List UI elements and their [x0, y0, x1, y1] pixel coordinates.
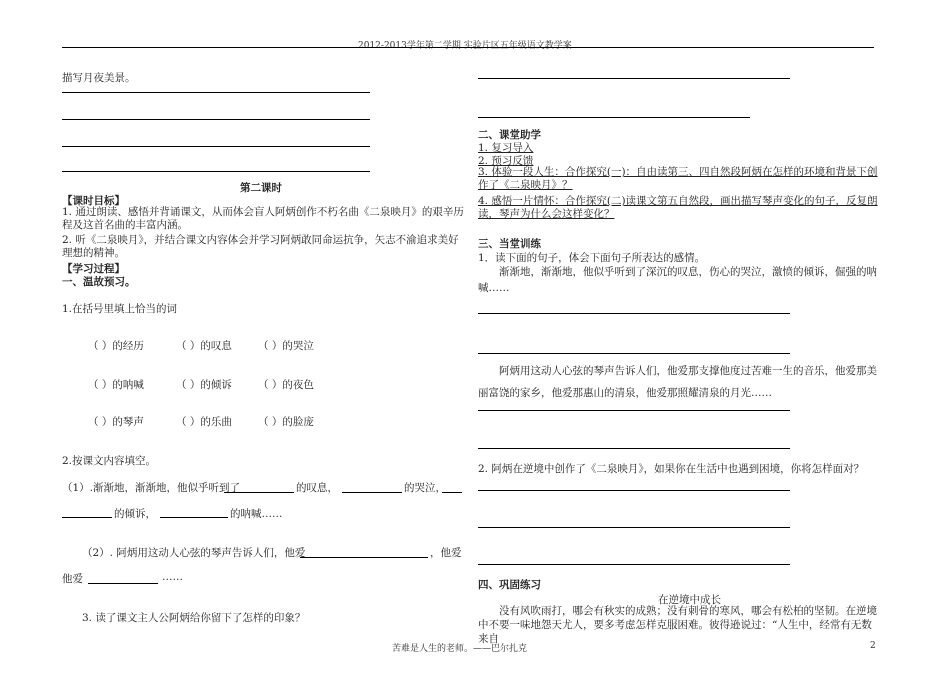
fill-blank: [300, 557, 428, 558]
answer-line: [478, 490, 790, 491]
essay-title: 在逆境中成长: [658, 594, 721, 606]
blank-phrase: （ ）的琴声: [88, 416, 144, 428]
section-3-heading: 三、当堂训练: [478, 238, 541, 250]
q2-1-text: 的倾诉，: [114, 508, 156, 520]
answer-line: [62, 171, 370, 172]
page-header: 2012-2013学年第二学期 实验片区五年级语文教学案: [358, 41, 572, 51]
answer-line: [478, 353, 790, 354]
section-1-heading: 一、温故预习。: [62, 276, 136, 288]
blank-phrase: （ ）的哭泣: [258, 340, 314, 352]
answer-line: [478, 313, 790, 314]
q2-label: 2.按课文内容填空。: [62, 455, 157, 467]
blank-phrase: （ ）的倾诉: [176, 379, 232, 391]
guide-item: 1. 复习导入: [478, 142, 534, 154]
answer-line: [478, 564, 790, 565]
goal-1: 1. 通过朗读、感悟并背诵课文，从而体会盲人阿炳创作不朽名曲《二泉映月》的艰辛历程及这首名曲的丰富内涵。: [62, 206, 464, 231]
exercise-3-label: 2. 阿炳在逆境中创作了《二泉映月》，如果你在生活中也遇到困境，你将怎样面对？: [478, 463, 865, 475]
q2-1-text: 的叹息，: [296, 482, 338, 494]
answer-line: [478, 117, 750, 118]
blank-phrase: （ ）的脸庞: [258, 416, 314, 428]
goals-heading: 【课时目标】: [62, 195, 125, 207]
blank-phrase: （ ）的经历: [88, 340, 144, 352]
lesson-title: 第二课时: [240, 182, 282, 194]
q3-label: 3. 读了课文主人公阿炳给你留下了怎样的印象？: [82, 612, 306, 624]
answer-line: [62, 146, 370, 147]
answer-line: [478, 410, 790, 411]
q1-label: 1.在括号里填上恰当的词: [62, 303, 178, 315]
q2-1-text: （1）.渐渐地，渐渐地，他似乎听到了: [62, 482, 241, 494]
page-number: 2: [870, 641, 876, 651]
guide-item: 4. 感悟一片情怀：合作探究(二)读课文第五自然段，画出描写琴声变化的句子，反复朗读，琴声为什么会这样变化？: [478, 195, 878, 220]
header-rule: [62, 47, 874, 48]
intro-line: 描写月夜美景。: [62, 72, 136, 84]
answer-line: [62, 92, 370, 93]
answer-line: [478, 527, 790, 528]
q2-2-text: ，他爱: [430, 547, 462, 559]
answer-line: [478, 448, 790, 449]
section-2-heading: 二、课堂助学: [478, 129, 541, 141]
fill-blank: [342, 492, 402, 493]
answer-line: [478, 78, 790, 79]
fill-blank: [224, 492, 294, 493]
section-4-heading: 四、巩固练习: [478, 579, 541, 591]
blank-phrase: （ ）的乐曲: [176, 416, 232, 428]
q2-1-text: 的呐喊……: [230, 508, 283, 520]
guide-item: 2. 预习反馈: [478, 155, 534, 167]
blank-phrase: （ ）的呐喊: [88, 379, 144, 391]
fill-blank: [442, 492, 462, 493]
exercise-1-text: 渐渐地，渐渐地，他似乎听到了深沉的叹息，伤心的哭泣，激愤的倾诉，倔强的呐喊……: [478, 266, 877, 294]
fill-blank: [88, 583, 158, 584]
blank-phrase: （ ）的夜色: [258, 379, 314, 391]
q2-2-text: （2）. 阿炳用这动人心弦的琴声告诉人们，他爱: [82, 547, 306, 559]
q2-1-text: 的哭泣，: [404, 482, 446, 494]
goal-2: 2. 听《二泉映月》，并结合课文内容体会并学习阿炳敢同命运抗争，矢志不渝追求美好理想的精神。: [62, 234, 459, 259]
exercise-2-text: 阿炳用这动人心弦的琴声告诉人们，他爱那支撑他度过苦难一生的音乐，他爱那美丽富饶的家乡，他爱那惠山的清泉，他爱那照耀清泉的月光……: [478, 365, 877, 399]
q2-2-text: ……: [162, 571, 183, 583]
fill-blank: [160, 517, 228, 518]
process-heading: 【学习过程】: [62, 263, 125, 275]
guide-item: 3. 体验一段人生：合作探究(一)：自由读第三、四自然段阿炳在怎样的环境和背景下创作了《二泉映月》？: [478, 166, 878, 191]
footer-quote: 苦难是人生的老师。——巴尔扎克: [392, 644, 528, 654]
blank-phrase: （ ）的叹息: [176, 340, 232, 352]
answer-line: [62, 119, 370, 120]
exercise-1-label: 1．读下面的句子，体会下面句子所表达的感情。: [478, 252, 706, 264]
q2-2-text: 他爱: [62, 573, 83, 585]
essay-text: 没有风吹雨打，哪会有秋实的成熟；没有刺骨的寒风，哪会有松柏的坚韧。在逆境中不要一味地怨天尤人，要多考虑怎样克服困难。彼得逊说过：“人生中，经常有无数来自: [478, 605, 877, 645]
fill-blank: [62, 517, 112, 518]
